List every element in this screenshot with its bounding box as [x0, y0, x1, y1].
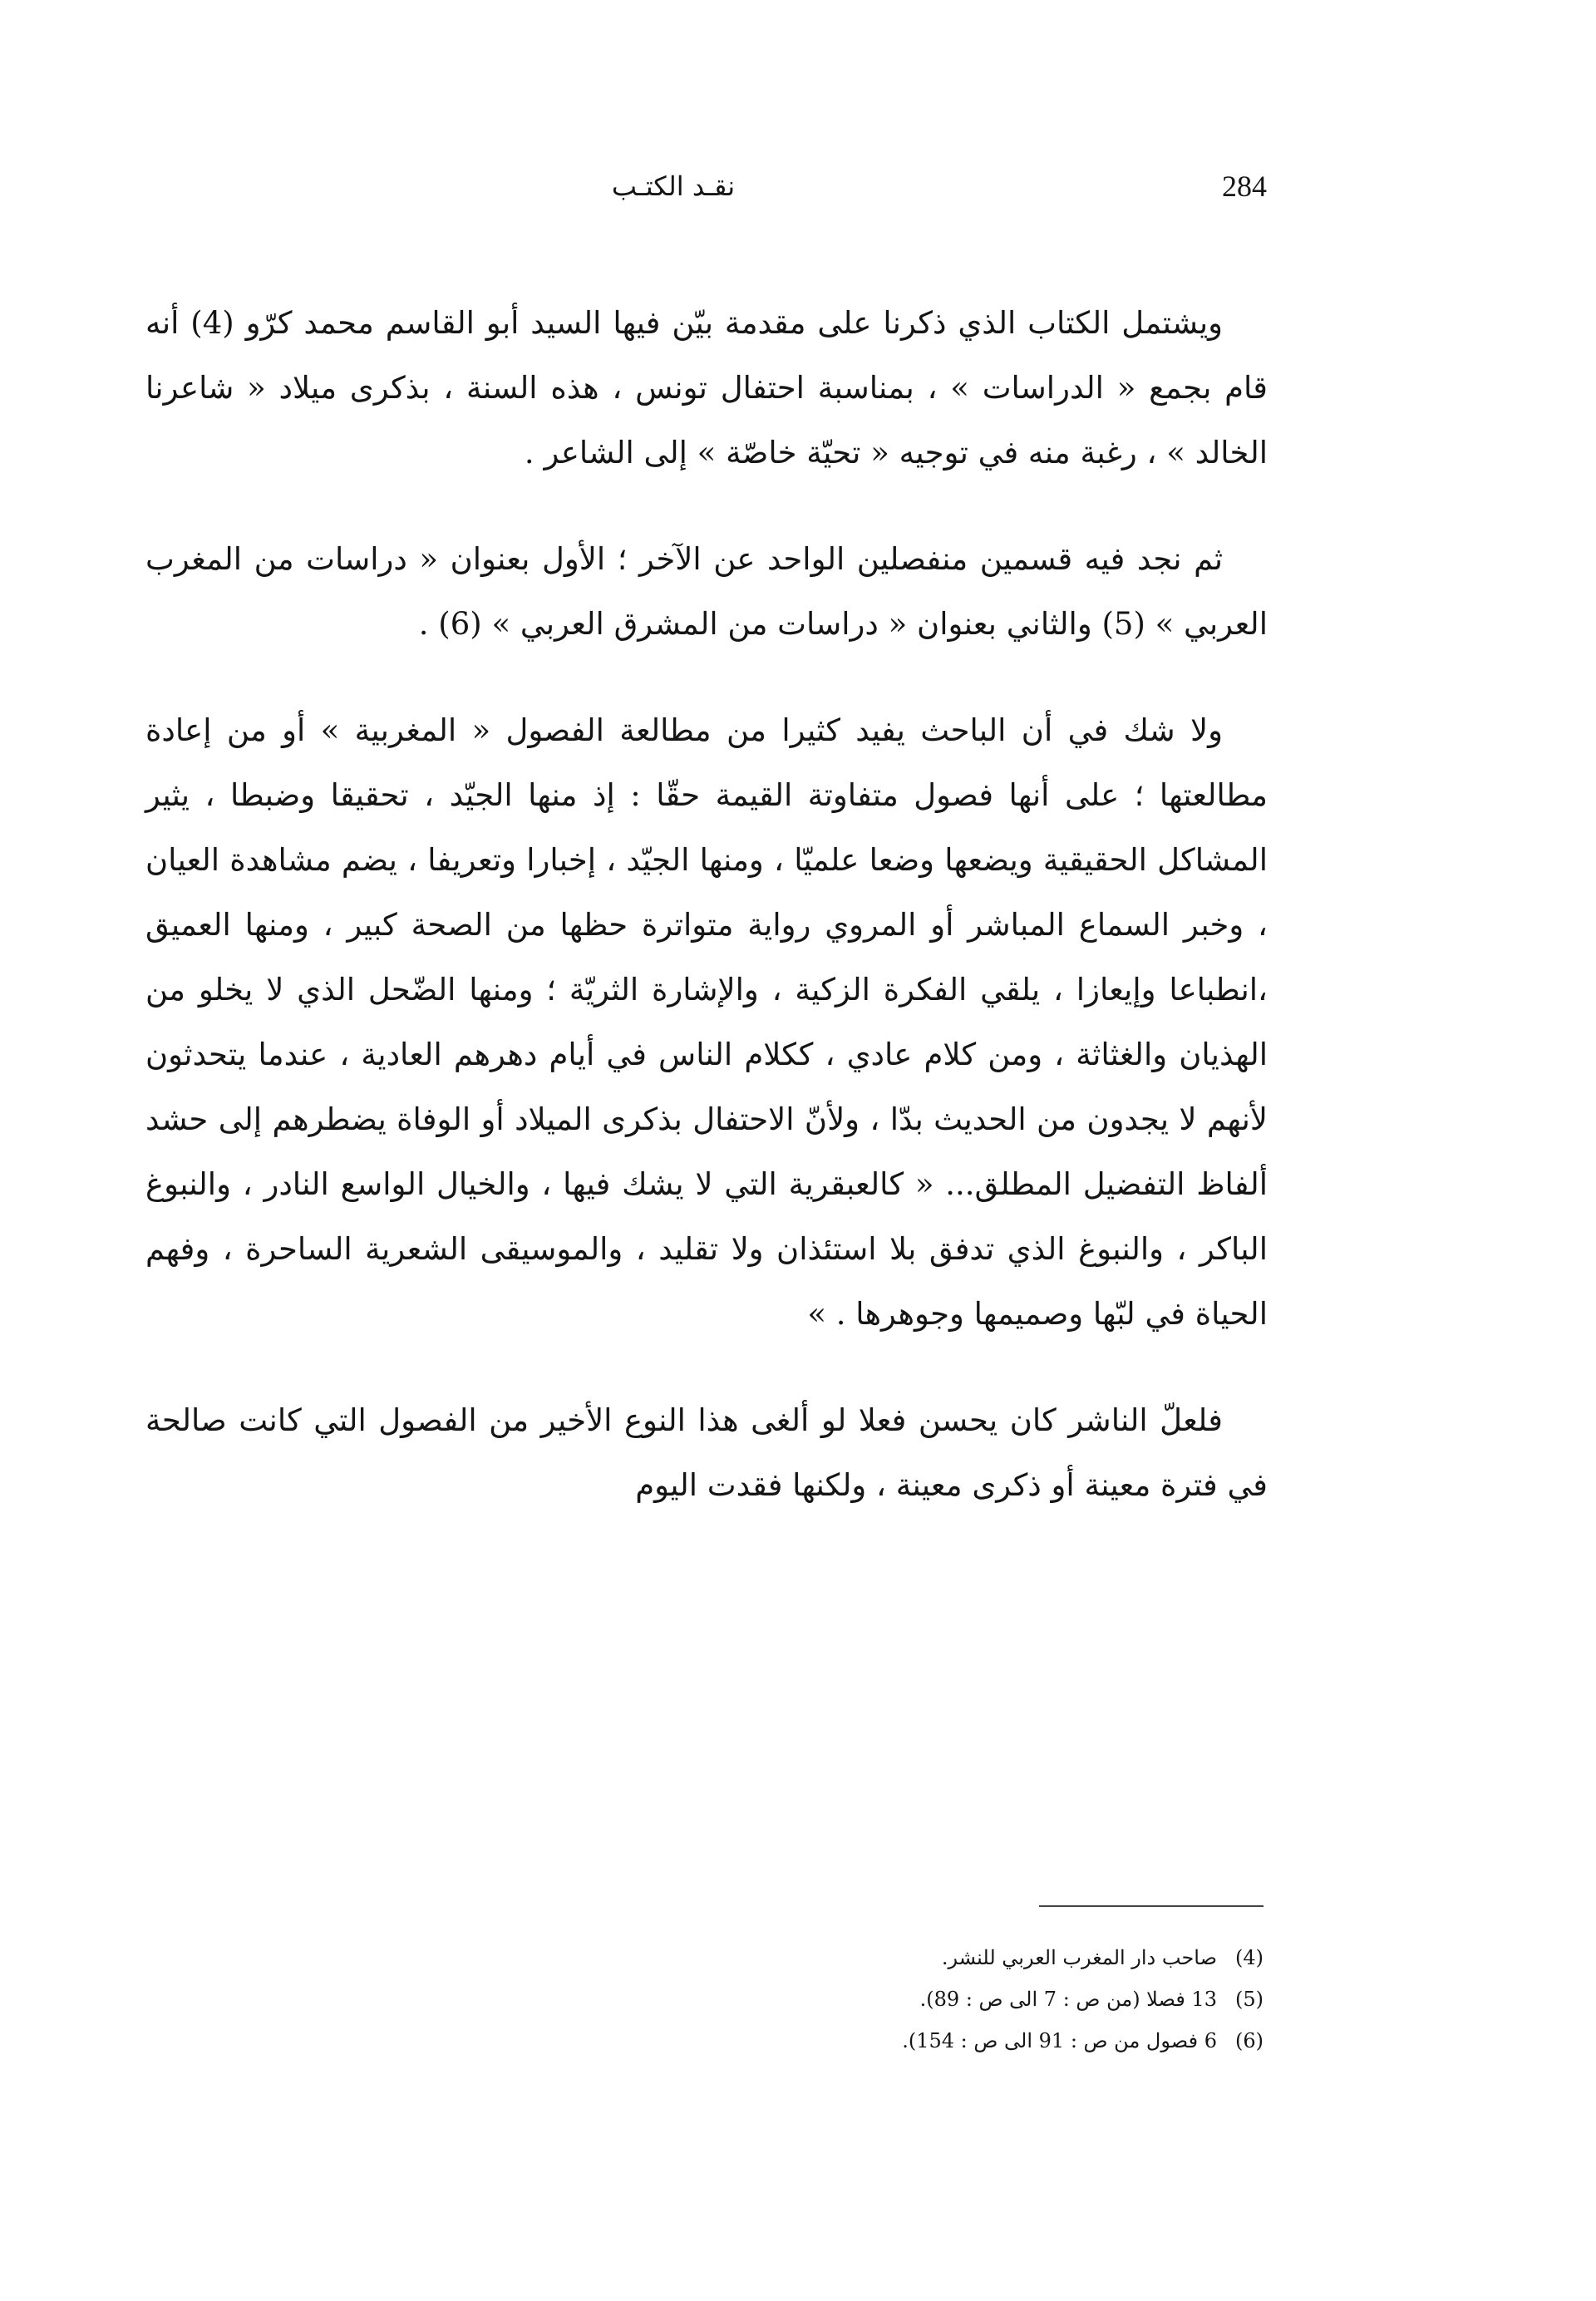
footnote-separator	[1039, 1905, 1264, 1907]
paragraph-1: ويشتمل الكتاب الذي ذكرنا على مقدمة بيّن فيها السيد أبو القاسم محمد كرّو (4) أنه قام بجمع « الدراسات » ، بمناسبة احتفال تونس ، هذه السنة ، بذكرى ميلاد « شاعرنا الخالد » ، رغبة منه في توجيه « تحيّة خاصّة » إلى الشاعر .	[145, 305, 1268, 471]
footnotes	[582, 1937, 1264, 2062]
footnote-4	[582, 1937, 1264, 1978]
footnote-number: (4)	[1234, 1946, 1264, 1969]
footnote-number: (5)	[1234, 1988, 1264, 2011]
footnote-number: (6)	[1234, 2029, 1264, 2052]
footnote-5	[582, 1978, 1264, 2020]
page-number: 284	[1222, 170, 1267, 203]
body-text	[145, 291, 1268, 1559]
paragraph-3: ولا شك في أن الباحث يفيد كثيرا من مطالعة الفصول « المغربية » أو من إعادة مطالعتها ؛ على أنها فصول متفاوتة القيمة حقّا : إذ منها الجيّد ، تحقيقا وضبطا ، يثير المشاكل الحقيقية ويضعها وضعا علميّا ، ومنها الجيّد ، إخبارا وتعريفا ، يضم مشاهدة العيان ، وخبر السماع المباشر أو المروي رواية متواترة حظها من الصحة كبير ، ومنها العميق ،انطباعا وإيعازا ، يلقي الفكرة الزكية ، والإشارة الثريّة ؛ ومنها الضّحل الذي لا يخلو من الهذيان والغثاثة ، ومن كلام عادي ، ككلام الناس في أيام دهرهم العادية ، عندما يتحدثون لأنهم لا يجدون من الحديث بدّا ، ولأنّ الاحتفال بذكرى الميلاد أو الوفاة يضطرهم إلى حشد ألفاظ التفضيل المطلق... « كالعبقرية التي لا يشك فيها ، والخيال الواسع النادر ، والنبوغ الباكر ، والنبوغ الذي تدفق بلا استئذان ولا تقليد ، والموسيقى الشعرية الساحرة ، وفهم الحياة في لبّها وصميمها وجوهرها . »	[145, 712, 1268, 1332]
running-title: نقـد الكتـب	[611, 170, 736, 202]
footnote-text: 13 فصلا (من ص : 7 الى ص : 89).	[919, 1988, 1217, 2011]
footnote-6	[582, 2020, 1264, 2062]
paragraph-4: فلعلّ الناشر كان يحسن فعلا لو ألغى هذا النوع الأخير من الفصول التي كانت صالحة في فترة معينة أو ذكرى معينة ، ولكنها فقدت اليوم	[145, 1402, 1268, 1503]
paragraph-2: ثم نجد فيه قسمين منفصلين الواحد عن الآخر ؛ الأول بعنوان « دراسات من المغرب العربي » (5) والثاني بعنوان « دراسات من المشرق العربي » (6) .	[145, 541, 1268, 642]
footnote-text: 6 فصول من ص : 91 الى ص : 154).	[902, 2029, 1217, 2052]
footnote-text: صاحب دار المغرب العربي للنشر.	[941, 1946, 1217, 1969]
